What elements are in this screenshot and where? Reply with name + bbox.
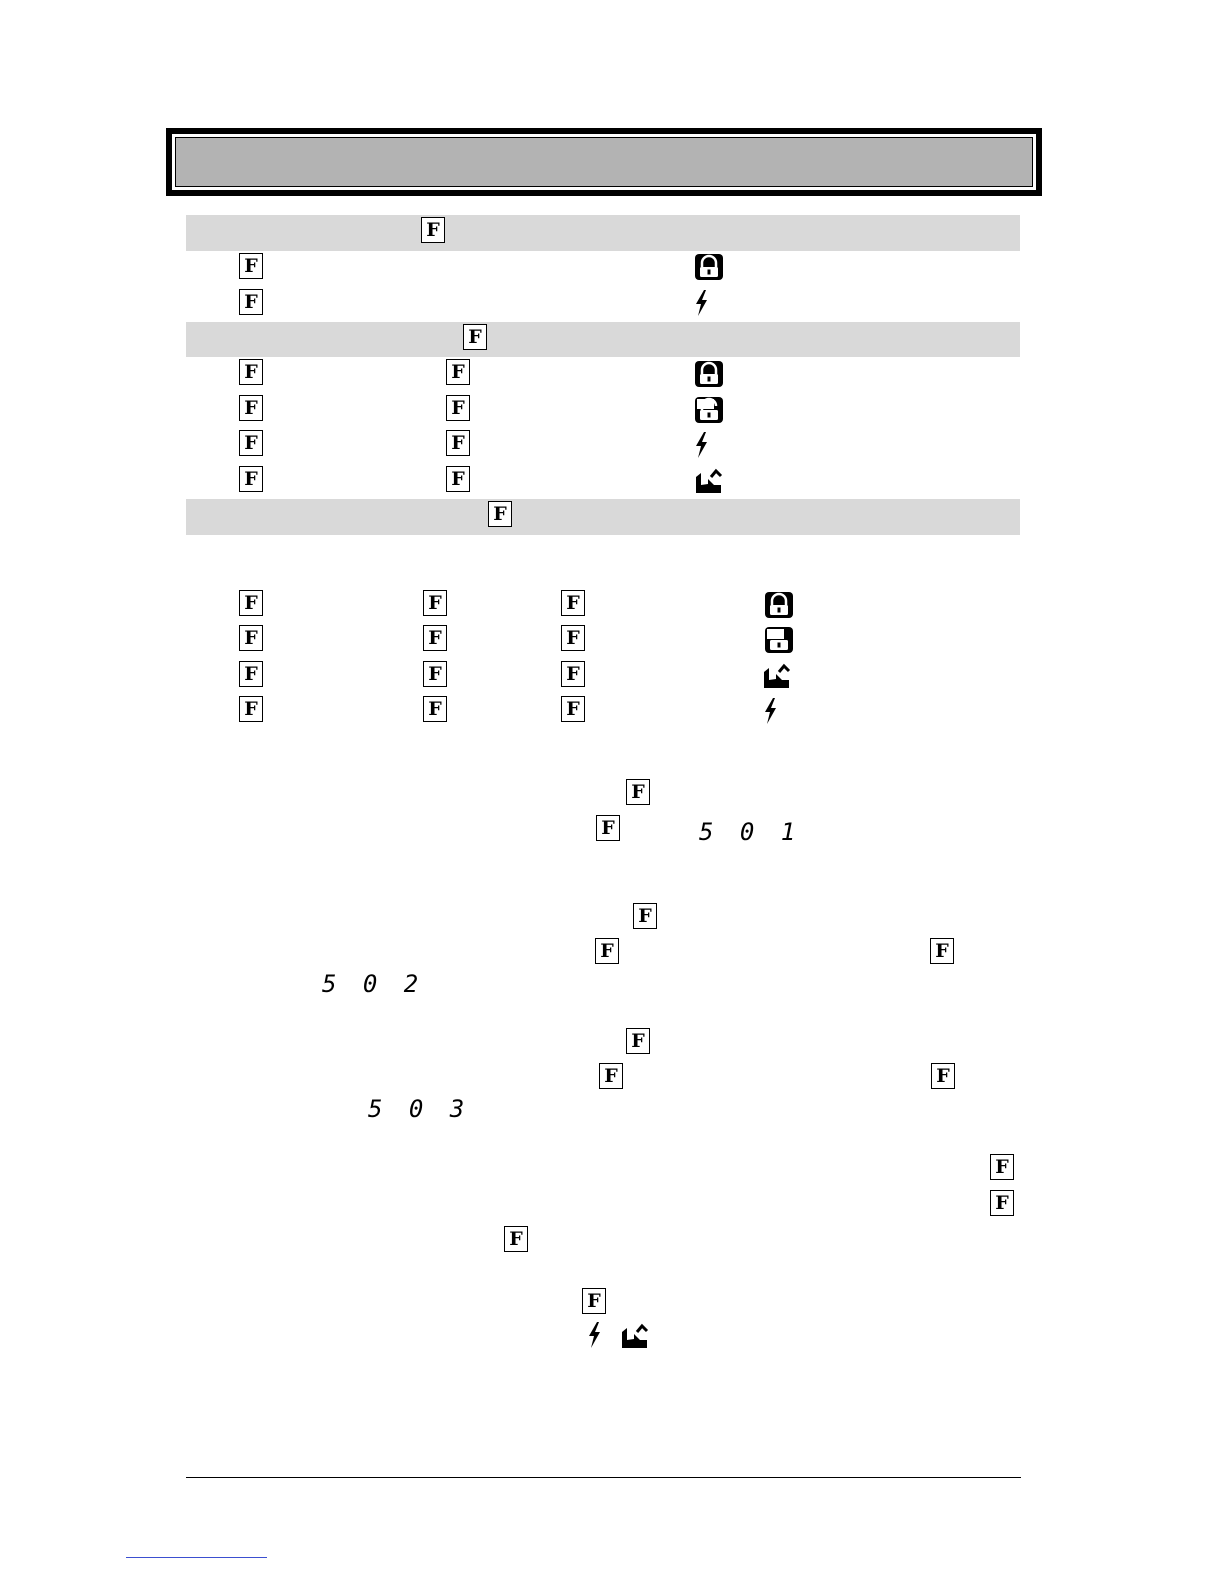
trunk-open-icon (694, 467, 724, 495)
trunk-open-icon (620, 1322, 650, 1350)
lightning-icon (690, 289, 714, 317)
f-button-icon: F (990, 1154, 1014, 1180)
lightning-icon (690, 431, 714, 459)
f-button-icon: F (239, 661, 263, 687)
f-button-icon: F (446, 466, 470, 492)
lock-open-icon (764, 626, 794, 654)
f-button-icon: F (239, 625, 263, 651)
f-button-icon: F (596, 815, 620, 841)
f-button-icon: F (561, 696, 585, 722)
trunk-open-icon (762, 662, 792, 690)
link-underline (126, 1557, 267, 1558)
section-band-3 (186, 499, 1020, 535)
f-button-icon: F (423, 625, 447, 651)
f-button-icon: F (626, 1028, 650, 1054)
f-button-icon: F (595, 938, 619, 964)
f-button-icon: F (423, 696, 447, 722)
f-button-icon: F (446, 430, 470, 456)
f-button-icon: F (239, 359, 263, 385)
display-code: 5 0 1 (699, 818, 802, 846)
lock-closed-icon (694, 253, 724, 281)
f-button-icon: F (582, 1288, 606, 1314)
f-button-icon: F (446, 395, 470, 421)
f-button-icon: F (626, 779, 650, 805)
f-button-icon: F (239, 590, 263, 616)
f-button-icon: F (990, 1190, 1014, 1216)
f-button-icon: F (463, 324, 487, 350)
lightning-icon (583, 1321, 607, 1349)
f-button-icon: F (599, 1063, 623, 1089)
f-button-icon: F (931, 1063, 955, 1089)
lightning-icon (759, 697, 783, 725)
f-button-icon: F (561, 661, 585, 687)
f-button-icon: F (239, 466, 263, 492)
lock-closed-icon (764, 591, 794, 619)
display-code: 5 0 2 (322, 970, 425, 998)
f-button-icon: F (504, 1226, 528, 1252)
f-button-icon: F (930, 938, 954, 964)
f-button-icon: F (239, 696, 263, 722)
section-band-1 (186, 215, 1020, 251)
lock-open-icon (694, 396, 724, 424)
section-band-2 (186, 322, 1020, 357)
f-button-icon: F (633, 903, 657, 929)
f-button-icon: F (423, 661, 447, 687)
title-banner (166, 128, 1042, 196)
f-button-icon: F (239, 430, 263, 456)
f-button-icon: F (561, 625, 585, 651)
display-code: 5 0 3 (368, 1095, 471, 1123)
f-button-icon: F (488, 501, 512, 527)
f-button-icon: F (561, 590, 585, 616)
f-button-icon: F (239, 289, 263, 315)
footer-rule (186, 1477, 1021, 1478)
f-button-icon: F (446, 359, 470, 385)
f-button-icon: F (239, 395, 263, 421)
f-button-icon: F (423, 590, 447, 616)
f-button-icon: F (421, 217, 445, 243)
lock-closed-icon (694, 360, 724, 388)
f-button-icon: F (239, 253, 263, 279)
